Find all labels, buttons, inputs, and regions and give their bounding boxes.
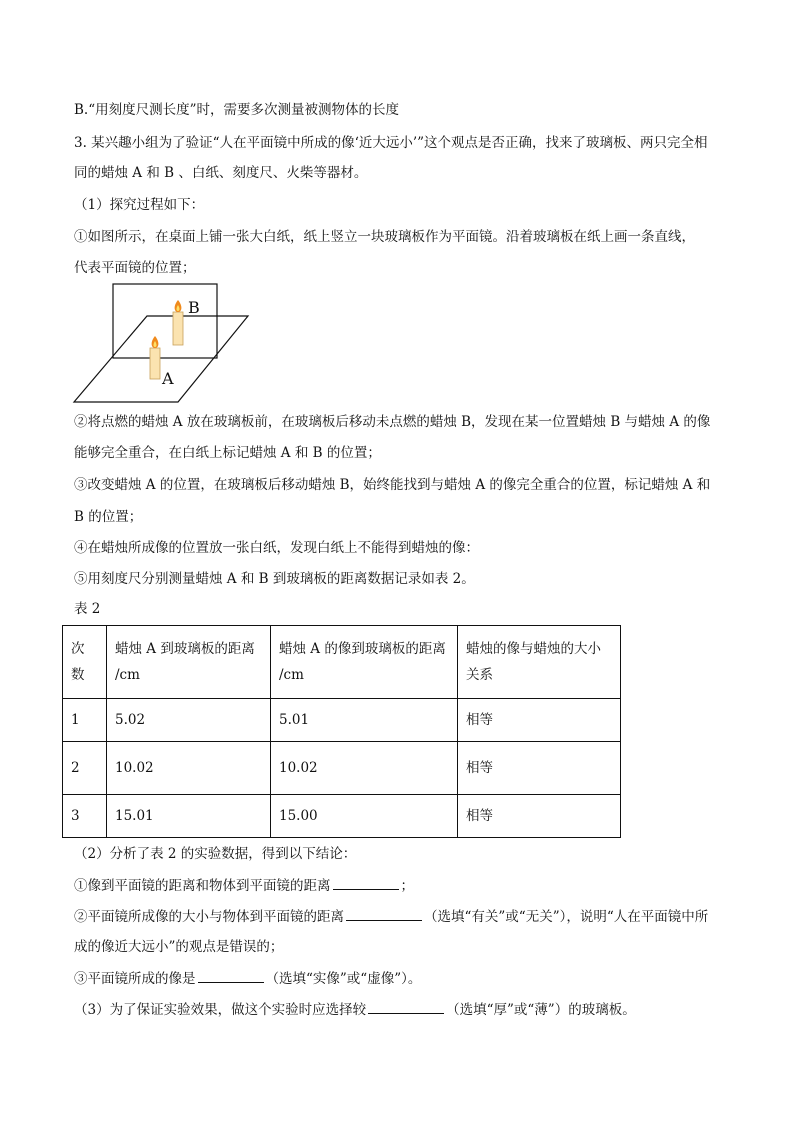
option-b-text: B.“用刻度尺测长度”时，需要多次测量被测物体的长度 [74, 102, 400, 118]
table-row [63, 699, 621, 742]
glass-plate [113, 284, 217, 358]
cell-distance-a: 10.02 [107, 742, 271, 795]
conclusion-3: ③平面镜所成的像是 （选填“实像”或“虚像”）。 [74, 968, 421, 989]
white-paper [74, 316, 248, 402]
step-3-text: ③改变蜡烛 A 的位置，在玻璃板后移动蜡烛 B，始终能找到与蜡烛 A 的像完全重合的位置，标记蜡烛 A 和 [74, 477, 711, 493]
part-2-heading: （2）分析了表 2 的实验数据，得到以下结论： [74, 846, 357, 862]
cell-distance-a: 15.01 [107, 795, 271, 838]
table-caption: 表 2 [74, 601, 101, 617]
data-table [62, 625, 621, 838]
cell-distance-image: 10.02 [271, 742, 458, 795]
step-1-text-cont: 代表平面镜的位置； [74, 260, 196, 276]
answer-blank-2[interactable] [346, 906, 422, 921]
cell-relation: 相等 [458, 742, 621, 795]
experiment-figure [72, 282, 252, 404]
label-a: A [162, 369, 174, 388]
cell-distance-image: 5.01 [271, 699, 458, 742]
header-distance-a: 蜡烛 A 到玻璃板的距离 /cm [107, 626, 271, 699]
conclusion-2: ②平面镜所成像的大小与物体到平面镜的距离 （选填“有关”或“无关”），说明“人在平面镜中所 [74, 906, 708, 927]
cell-trial: 1 [63, 699, 107, 742]
step-5-text: ⑤用刻度尺分别测量蜡烛 A 和 B 到玻璃板的距离数据记录如表 2。 [74, 571, 475, 587]
candle-a [150, 336, 160, 379]
cell-distance-image: 15.00 [271, 795, 458, 838]
part-3-question: （3）为了保证实验效果，做这个实验时应选择较 （选填“厚”或“薄”）的玻璃板。 [74, 999, 636, 1020]
table-row [63, 742, 621, 795]
answer-blank-1[interactable] [333, 875, 399, 890]
cell-trial: 3 [63, 795, 107, 838]
step-2-text: ②将点燃的蜡烛 A 放在玻璃板前，在玻璃板后移动未点燃的蜡烛 B，发现在某一位置蜡烛 B 与蜡烛 A 的像 [74, 414, 711, 430]
header-trial: 次 数 [63, 626, 107, 699]
question-3-stem: 3. 某兴趣小组为了验证“人在平面镜中所成的像‘近大远小’”这个观点是否正确，找来了玻璃板、两只完全相 [74, 135, 708, 151]
cell-relation: 相等 [458, 699, 621, 742]
header-size-relation: 蜡烛的像与蜡烛的大小 关系 [458, 626, 621, 699]
question-3-stem-cont: 同的蜡烛 A 和 B 、白纸、刻度尺、火柴等器材。 [74, 165, 368, 181]
cell-relation: 相等 [458, 795, 621, 838]
table-row [63, 795, 621, 838]
conclusion-1: ①像到平面镜的距离和物体到平面镜的距离 ； [74, 875, 414, 896]
answer-blank-3[interactable] [198, 968, 264, 983]
table-header-row [63, 626, 621, 699]
cell-trial: 2 [63, 742, 107, 795]
step-3-text-cont: B 的位置； [74, 509, 143, 525]
step-2-text-cont: 能够完全重合，在白纸上标记蜡烛 A 和 B 的位置； [74, 445, 381, 461]
step-4-text: ④在蜡烛所成像的位置放一张白纸，发现白纸上不能得到蜡烛的像： [74, 540, 479, 556]
answer-blank-4[interactable] [368, 999, 444, 1014]
candle-b [173, 300, 183, 345]
label-b: B [188, 298, 200, 317]
header-distance-image: 蜡烛 A 的像到玻璃板的距离 /cm [271, 626, 458, 699]
cell-distance-a: 5.02 [107, 699, 271, 742]
conclusion-2-cont: 成的像近大远小”的观点是错误的； [74, 939, 284, 955]
step-1-text: ①如图所示，在桌面上铺一张大白纸，纸上竖立一块玻璃板作为平面镜。沿着玻璃板在纸上画一条直线， [74, 229, 695, 245]
part-1-heading: （1）探究过程如下： [74, 197, 205, 213]
